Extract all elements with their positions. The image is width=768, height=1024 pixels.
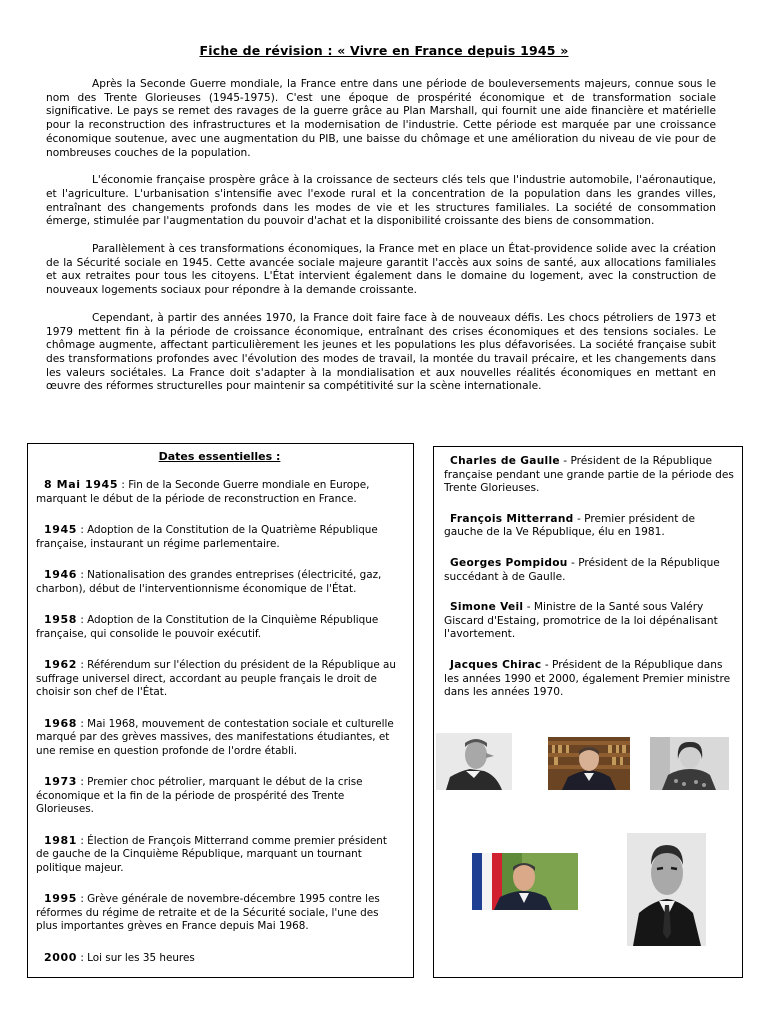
dates-box: [27, 443, 414, 978]
date-separator: :: [77, 717, 88, 730]
person-item: [444, 513, 734, 540]
date-year: 1945: [44, 523, 78, 536]
person-name: Simone Veil: [450, 601, 524, 614]
person-text: Premier président de gauche de la Ve République, élu en 1981.: [444, 512, 696, 539]
person-name: Charles de Gaulle: [450, 455, 560, 467]
date-text: Premier choc pétrolier, marquant le début de la crise économique et la fin de la période de prospérité des Trente Glorieuses.: [36, 776, 363, 815]
date-item: [36, 951, 403, 966]
date-item: [36, 834, 403, 876]
date-text: Élection de François Mitterrand comme premier président de gauche de la Cinquième République, marquant un tournant politique majeur.: [36, 834, 387, 874]
date-year: 1962: [44, 658, 78, 671]
date-text: Mai 1968, mouvement de contestation sociale et culturelle marqué par des grèves massives, des manifestations étudiantes, et une remise en question profonde de l'ordre établi.: [36, 717, 394, 757]
date-item: [36, 613, 403, 641]
person-separator: -: [523, 601, 534, 614]
date-separator: :: [77, 614, 88, 626]
date-item: [36, 568, 403, 596]
date-separator: :: [77, 834, 88, 847]
person-name: Jacques Chirac: [450, 658, 542, 671]
portrait-photo: [548, 737, 630, 790]
date-separator: :: [77, 776, 88, 788]
date-item: [36, 478, 403, 506]
page-title: Fiche de révision : « Vivre en France depuis 1945 »: [199, 43, 569, 58]
paragraph: Parallèlement à ces transformations économiques, la France met en place un État-providence solide avec la création de la Sécurité sociale en 1945. Cette avancée sociale majeure garantit l'accès aux soins de santé, aux allocations familiales et aux retraites pour tous les citoyens. L'État intervient également dans le domaine du logement, avec la construction de nouveaux logements sociaux pour répondre à la demande croissante.: [46, 243, 716, 297]
date-item: [36, 892, 403, 934]
date-separator: :: [77, 893, 88, 905]
person-name: Georges Pompidou: [450, 556, 568, 569]
date-text: Adoption de la Constitution de la Cinquième République française, qui consolide le pouvoir exécutif.: [36, 614, 379, 640]
paragraph: L'économie française prospère grâce à la croissance de secteurs clés tels que l'industrie automobile, l'aéronautique, et l'agriculture. L'urbanisation s'intensifie avec l'exode rural et la concentration de la population dans les grandes villes, entraînant des changements profonds dans les modes de vie et les structures familiales. La société de consommation émerge, stimulée par l'augmentation du pouvoir d'achat et la disponibilité croissante des biens de consommation.: [46, 174, 716, 228]
person-item: [444, 601, 734, 642]
date-item: [36, 658, 403, 700]
intro-text: [46, 78, 716, 408]
date-year: 1968: [44, 716, 78, 730]
person-separator: -: [541, 658, 553, 671]
person-item: [444, 455, 734, 496]
date-year: 1946: [44, 568, 78, 581]
portrait-photo: [472, 853, 578, 910]
person-separator: -: [559, 455, 571, 467]
date-item: [36, 775, 403, 817]
date-separator: :: [77, 524, 88, 536]
portrait-photo: [627, 833, 706, 946]
date-separator: :: [118, 479, 129, 491]
date-separator: :: [77, 569, 88, 581]
paragraph: Après la Seconde Guerre mondiale, la France entre dans une période de bouleversements majeurs, connue sous le nom des Trente Glorieuses (1945-1975). C'est une époque de prospérité économique et de transformation sociale significative. Le pays se remet des ravages de la guerre grâce au Plan Marshall, qui fournit une aide financière et matérielle pour la reconstruction des infrastructures et la modernisation de l'industrie. Cette période est marquée par une croissance économique soutenue, avec une augmentation du PIB, une baisse du chômage et une amélioration du niveau de vie pour de nombreuses couches de la population.: [46, 78, 716, 159]
date-text: Loi sur les 35 heures: [87, 951, 195, 964]
date-item: [36, 523, 403, 551]
person-name: François Mitterrand: [450, 512, 574, 525]
date-text: Référendum sur l'élection du président de la République au suffrage universel direct, accordant au peuple français le droit de choisir son chef de l'État.: [36, 659, 396, 698]
date-year: 1958: [44, 613, 78, 626]
portrait-photo: [436, 733, 512, 790]
date-text: Adoption de la Constitution de la Quatrième République française, instaurant un régime parlementaire.: [36, 524, 378, 550]
date-year: 1981: [44, 833, 78, 847]
person-text: Président de la République succédant à de Gaulle.: [444, 556, 720, 583]
date-separator: :: [77, 951, 88, 964]
person-text: Président de la République française pendant une grande partie de la période des Trente Glorieuses.: [444, 455, 734, 495]
date-text: Nationalisation des grandes entreprises (électricité, gaz, charbon), début de l'interventionnisme économique de l'État.: [36, 569, 382, 595]
date-year: 2000: [44, 950, 78, 964]
date-year: 1973: [44, 775, 78, 788]
date-year: 8 Mai 1945: [44, 478, 119, 491]
dates-title: Dates essentielles :: [158, 450, 281, 463]
person-text: Président de la République dans les années 1990 et 2000, également Premier ministre dans les années 1970.: [444, 658, 731, 699]
person-text: Ministre de la Santé sous Valéry Giscard d'Estaing, promotrice de la loi dépénalisant l'avortement.: [444, 601, 718, 641]
date-separator: :: [77, 659, 88, 671]
person-separator: -: [567, 556, 579, 569]
paragraph: Cependant, à partir des années 1970, la France doit faire face à de nouveaux défis. Les chocs pétroliers de 1973 et 1979 mettent fin à la période de croissance économique, entraînant des crises économiques et des tensions sociales. Le chômage augmente, affectant particulièrement les jeunes et les populations les plus défavorisées. La société française subit des transformations profondes avec l'évolution des modes de travail, la montée du travail précaire, et les changements dans les valeurs sociétales. La France doit s'adapter à la mondialisation et aux nouvelles réalités économiques en mettant en œuvre des réformes structurelles pour maintenir sa compétitivité sur la scène internationale.: [46, 311, 716, 393]
date-text: Grève générale de novembre-décembre 1995 contre les réformes du régime de retraite et de la Sécurité sociale, l'une des plus importantes grèves en France depuis Mai 1968.: [36, 893, 380, 932]
date-item: [36, 717, 403, 759]
portrait-photo: [650, 737, 729, 790]
date-year: 1995: [44, 892, 78, 905]
person-separator: -: [573, 512, 585, 525]
person-item: [444, 659, 734, 700]
person-item: [444, 557, 734, 584]
date-text: Fin de la Seconde Guerre mondiale en Europe, marquant le début de la période de reconstruction en France.: [36, 479, 370, 505]
